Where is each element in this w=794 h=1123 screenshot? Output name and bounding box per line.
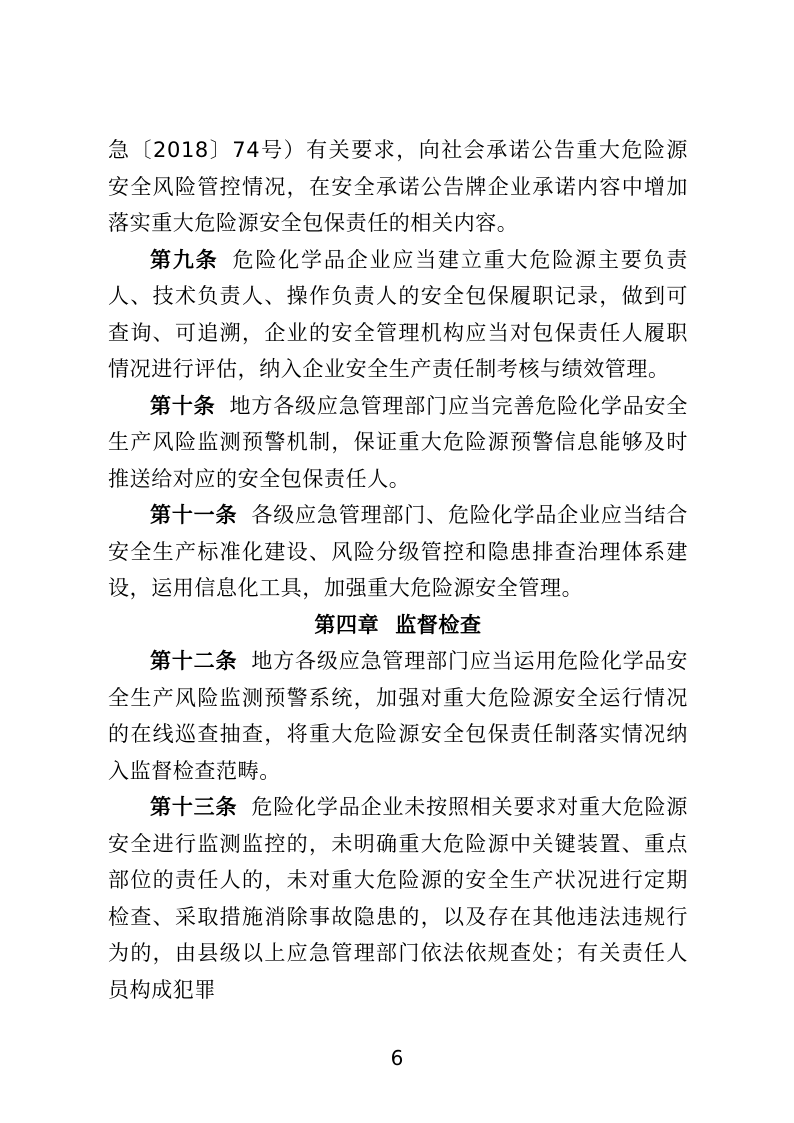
article-11-text: 各级应急管理部门、危险化学品企业应当结合安全生产标准化建设、风险分级管控和隐患排查治理体系建设，运用信息化工具，加强重大危险源安全管理。 — [108, 503, 688, 600]
chapter-title: 监督检查 — [395, 612, 482, 637]
article-12 — [108, 643, 688, 789]
article-11-number: 第十一条 — [150, 503, 238, 527]
continuation-paragraph: 急〔2018〕74号）有关要求，向社会承诺公告重大危险源安全风险管控情况，在安全承诺公告牌企业承诺内容中增加落实重大危险源安全包保责任的相关内容。 — [108, 138, 688, 235]
article-12-text: 地方各级应急管理部门应当运用危险化学品安全生产风险监测预警系统，加强对重大危险源安全运行情况的在线巡查抽查，将重大危险源安全包保责任制落实情况纳入监督检查范畴。 — [108, 649, 688, 783]
page-number: 6 — [390, 1046, 404, 1070]
article-12-number: 第十二条 — [150, 649, 238, 673]
article-13-number: 第十三条 — [150, 795, 238, 819]
chapter-heading — [108, 607, 688, 644]
article-11 — [108, 497, 688, 607]
article-13-text: 危险化学品企业未按照相关要求对重大危险源安全进行监测监控的，未明确重大危险源中关键装置、重点部位的责任人的，未对重大危险源的安全生产状况进行定期检查、采取措施消除事故隐患的，以及存在其他违法违规行为的，由县级以上应急管理部门依法依规查处；有关责任人员构成犯罪 — [108, 795, 688, 1002]
article-10 — [108, 388, 688, 498]
article-9 — [108, 242, 688, 388]
article-9-number: 第九条 — [150, 247, 219, 272]
article-9-text: 危险化学品企业应当建立重大危险源主要负责人、技术负责人、操作负责人的安全包保履职记录，做到可查询、可追溯，企业的安全管理机构应当对包保责任人履职情况进行评估，纳入企业安全生产责任制考核与绩效管理。 — [108, 247, 688, 381]
document-body — [108, 132, 688, 1008]
article-13 — [108, 789, 688, 1008]
chapter-number: 第四章 — [314, 612, 380, 637]
article-10-number: 第十条 — [150, 393, 216, 418]
article-10-text: 地方各级应急管理部门应当完善危险化学品安全生产风险监测预警机制，保证重大危险源预警信息能够及时推送给对应的安全包保责任人。 — [108, 393, 688, 491]
